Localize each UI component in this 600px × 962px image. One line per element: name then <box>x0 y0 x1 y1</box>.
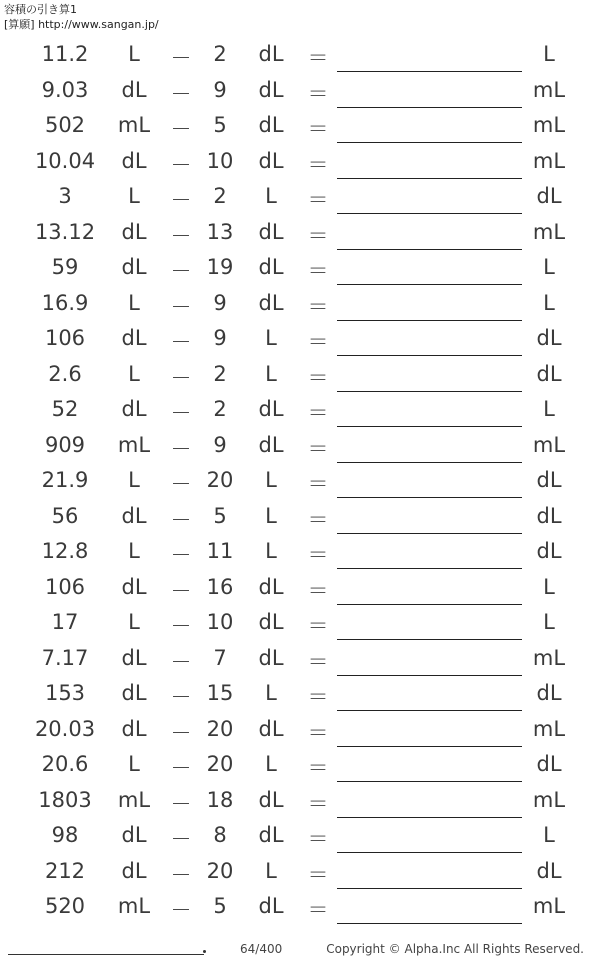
minuend-value: 52 <box>51 397 79 421</box>
minuend-unit: L <box>128 468 140 492</box>
problem-row <box>0 606 600 642</box>
subtrahend-value: 9 <box>213 77 227 102</box>
minus-sign: － <box>170 223 192 248</box>
minuend-value: 16.9 <box>41 290 89 315</box>
answer-blank[interactable] <box>337 888 522 889</box>
equals-sign: ＝ <box>307 720 329 745</box>
minuend-unit: dL <box>121 858 147 883</box>
subtrahend-value: 19 <box>206 255 234 279</box>
problem-row <box>0 393 600 429</box>
minuend-unit: dL <box>121 645 147 670</box>
minus-sign: － <box>170 827 192 851</box>
minuend-value: 20.6 <box>41 752 89 776</box>
problem-row <box>0 322 600 358</box>
subtrahend-unit: L <box>265 326 277 350</box>
subtrahend-unit: dL <box>258 219 284 244</box>
problem-row <box>0 145 600 181</box>
equals-sign: ＝ <box>307 117 329 141</box>
minuend-value: 153 <box>44 681 86 705</box>
minuend-value: 13.12 <box>34 219 96 244</box>
equals-sign: ＝ <box>307 436 329 461</box>
minuend-value: 20.03 <box>34 716 96 741</box>
page-number: 64/400 <box>240 942 283 956</box>
subtrahend-value: 9 <box>213 326 227 350</box>
answer-blank[interactable] <box>337 391 522 392</box>
minuend-value: 9.03 <box>41 77 89 102</box>
answer-blank[interactable] <box>337 355 522 356</box>
minuend-value: 56 <box>51 503 79 528</box>
answer-unit: L <box>543 574 555 599</box>
answer-unit: mL <box>532 77 566 102</box>
problem-row <box>0 571 600 607</box>
answer-unit: dL <box>536 858 562 883</box>
minuend-unit: dL <box>121 326 147 350</box>
subtrahend-value: 2 <box>213 397 227 421</box>
answer-unit: L <box>543 397 555 421</box>
equals-sign: ＝ <box>307 401 329 425</box>
answer-blank[interactable] <box>337 746 522 747</box>
answer-blank[interactable] <box>337 817 522 818</box>
minuend-value: 7.17 <box>41 645 89 670</box>
minuend-value: 59 <box>51 255 79 279</box>
answer-blank[interactable] <box>337 462 522 463</box>
subtrahend-unit: L <box>265 858 277 883</box>
answer-blank[interactable] <box>337 497 522 498</box>
minuend-value: 3 <box>58 184 72 208</box>
equals-sign: ＝ <box>307 46 329 70</box>
answer-blank[interactable] <box>337 107 522 108</box>
minuend-unit: dL <box>121 255 147 279</box>
subtrahend-value: 8 <box>213 823 227 847</box>
minus-sign: － <box>170 365 192 390</box>
problem-row <box>0 677 600 713</box>
answer-unit: dL <box>536 184 562 208</box>
minus-sign: － <box>170 685 192 709</box>
subtrahend-value: 10 <box>206 148 234 173</box>
minuend-unit: L <box>128 184 140 208</box>
subtrahend-unit: dL <box>258 290 284 315</box>
answer-unit: L <box>543 255 555 279</box>
minuend-value: 909 <box>44 432 86 457</box>
subtrahend-value: 11 <box>206 539 234 563</box>
minuend-value: 21.9 <box>41 468 89 492</box>
minus-sign: － <box>170 720 192 745</box>
problem-row <box>0 287 600 323</box>
equals-sign: ＝ <box>307 507 329 532</box>
minuend-unit: mL <box>117 894 151 918</box>
subtrahend-unit: dL <box>258 42 284 66</box>
answer-unit: dL <box>536 752 562 776</box>
answer-blank[interactable] <box>337 426 522 427</box>
minus-sign: － <box>170 543 192 567</box>
page-footer <box>0 938 600 962</box>
minus-sign: － <box>170 81 192 106</box>
equals-sign: ＝ <box>307 578 329 603</box>
minuend-value: 502 <box>44 113 86 137</box>
answer-unit: L <box>543 823 555 847</box>
answer-blank[interactable] <box>337 178 522 179</box>
problem-row <box>0 429 600 465</box>
answer-blank[interactable] <box>337 675 522 676</box>
answer-blank[interactable] <box>337 142 522 143</box>
subtrahend-unit: dL <box>258 610 284 634</box>
problem-row <box>0 642 600 678</box>
answer-unit: mL <box>532 787 566 812</box>
answer-unit: mL <box>532 645 566 670</box>
subtrahend-unit: dL <box>258 645 284 670</box>
subtrahend-value: 20 <box>206 858 234 883</box>
subtrahend-value: 2 <box>213 361 227 386</box>
problem-row <box>0 855 600 891</box>
minus-sign: － <box>170 401 192 425</box>
equals-sign: ＝ <box>307 614 329 638</box>
answer-blank[interactable] <box>337 568 522 569</box>
problem-row <box>0 890 600 926</box>
minuend-value: 106 <box>44 574 86 599</box>
minus-sign: － <box>170 117 192 141</box>
subtrahend-unit: L <box>265 681 277 705</box>
answer-blank[interactable] <box>337 71 522 72</box>
answer-unit: dL <box>536 468 562 492</box>
minuend-unit: L <box>128 290 140 315</box>
subtrahend-value: 5 <box>213 113 227 137</box>
subtrahend-unit: dL <box>258 823 284 847</box>
answer-blank[interactable] <box>337 781 522 782</box>
equals-sign: ＝ <box>307 472 329 496</box>
problem-row <box>0 109 600 145</box>
subtrahend-unit: dL <box>258 148 284 173</box>
minuend-unit: dL <box>121 574 147 599</box>
minuend-value: 98 <box>51 823 79 847</box>
subtrahend-unit: dL <box>258 397 284 421</box>
subtrahend-unit: dL <box>258 787 284 812</box>
subtrahend-unit: dL <box>258 113 284 137</box>
minuend-unit: dL <box>121 148 147 173</box>
equals-sign: ＝ <box>307 649 329 674</box>
equals-sign: ＝ <box>307 294 329 319</box>
minuend-value: 2.6 <box>48 361 82 386</box>
equals-sign: ＝ <box>307 862 329 887</box>
answer-unit: dL <box>536 681 562 705</box>
minuend-unit: dL <box>121 823 147 847</box>
minuend-value: 10.04 <box>34 148 96 173</box>
minus-sign: － <box>170 649 192 674</box>
answer-unit: mL <box>532 432 566 457</box>
answer-unit: dL <box>536 361 562 386</box>
minuend-unit: mL <box>117 787 151 812</box>
answer-unit: dL <box>536 539 562 563</box>
equals-sign: ＝ <box>307 827 329 851</box>
equals-sign: ＝ <box>307 898 329 922</box>
equals-sign: ＝ <box>307 223 329 248</box>
minuend-value: 520 <box>44 894 86 918</box>
subtrahend-unit: dL <box>258 894 284 918</box>
equals-sign: ＝ <box>307 791 329 816</box>
minuend-unit: dL <box>121 77 147 102</box>
subtrahend-value: 20 <box>206 716 234 741</box>
minuend-unit: dL <box>121 503 147 528</box>
minuend-value: 212 <box>44 858 86 883</box>
subtrahend-value: 5 <box>213 894 227 918</box>
subtrahend-unit: L <box>265 184 277 208</box>
problem-row <box>0 784 600 820</box>
subtrahend-unit: L <box>265 468 277 492</box>
equals-sign: ＝ <box>307 756 329 780</box>
answer-unit: L <box>543 42 555 66</box>
minuend-value: 1803 <box>38 787 92 812</box>
problem-list <box>0 38 600 926</box>
minus-sign: － <box>170 898 192 922</box>
minus-sign: － <box>170 330 192 354</box>
minus-sign: － <box>170 152 192 177</box>
minus-sign: － <box>170 294 192 319</box>
subtrahend-value: 2 <box>213 42 227 66</box>
minus-sign: － <box>170 188 192 212</box>
subtrahend-unit: dL <box>258 574 284 599</box>
answer-unit: mL <box>532 716 566 741</box>
minuend-value: 106 <box>44 326 86 350</box>
problem-row <box>0 535 600 571</box>
worksheet-source: [算願] http://www.sangan.jp/ <box>4 18 159 31</box>
equals-sign: ＝ <box>307 152 329 177</box>
equals-sign: ＝ <box>307 81 329 106</box>
answer-unit: L <box>543 610 555 634</box>
subtrahend-value: 18 <box>206 787 234 812</box>
subtrahend-value: 15 <box>206 681 234 705</box>
answer-unit: mL <box>532 148 566 173</box>
problem-row <box>0 464 600 500</box>
subtrahend-value: 5 <box>213 503 227 528</box>
subtrahend-unit: dL <box>258 716 284 741</box>
problem-row <box>0 251 600 287</box>
subtrahend-value: 9 <box>213 432 227 457</box>
subtrahend-value: 20 <box>206 752 234 776</box>
problem-row <box>0 38 600 74</box>
subtrahend-unit: dL <box>258 77 284 102</box>
worksheet-title: 容積の引き算1 <box>4 3 77 16</box>
minus-sign: － <box>170 791 192 816</box>
minus-sign: － <box>170 472 192 496</box>
minus-sign: － <box>170 436 192 461</box>
subtrahend-value: 16 <box>206 574 234 599</box>
answer-blank[interactable] <box>337 710 522 711</box>
equals-sign: ＝ <box>307 330 329 354</box>
answer-blank[interactable] <box>337 852 522 853</box>
minus-sign: － <box>170 614 192 638</box>
answer-unit: dL <box>536 503 562 528</box>
subtrahend-unit: L <box>265 539 277 563</box>
minuend-unit: L <box>128 610 140 634</box>
answer-blank[interactable] <box>337 249 522 250</box>
subtrahend-value: 10 <box>206 610 234 634</box>
footer-dot <box>203 950 206 953</box>
subtrahend-value: 9 <box>213 290 227 315</box>
subtrahend-value: 13 <box>206 219 234 244</box>
minus-sign: － <box>170 46 192 70</box>
problem-row <box>0 358 600 394</box>
minuend-unit: dL <box>121 716 147 741</box>
minuend-value: 11.2 <box>41 42 89 66</box>
minus-sign: － <box>170 862 192 887</box>
problem-row <box>0 180 600 216</box>
problem-row <box>0 74 600 110</box>
minus-sign: － <box>170 507 192 532</box>
answer-blank[interactable] <box>337 639 522 640</box>
subtrahend-unit: L <box>265 361 277 386</box>
subtrahend-unit: L <box>265 752 277 776</box>
minuend-unit: L <box>128 539 140 563</box>
minuend-unit: mL <box>117 113 151 137</box>
subtrahend-value: 20 <box>206 468 234 492</box>
minuend-value: 12.8 <box>41 539 89 563</box>
answer-unit: L <box>543 290 555 315</box>
equals-sign: ＝ <box>307 259 329 283</box>
equals-sign: ＝ <box>307 543 329 567</box>
minuend-unit: mL <box>117 432 151 457</box>
subtrahend-value: 7 <box>213 645 227 670</box>
answer-blank[interactable] <box>337 923 522 924</box>
answer-blank[interactable] <box>337 320 522 321</box>
subtrahend-unit: dL <box>258 432 284 457</box>
subtrahend-value: 2 <box>213 184 227 208</box>
minuend-unit: L <box>128 361 140 386</box>
minuend-unit: L <box>128 42 140 66</box>
minuend-unit: dL <box>121 219 147 244</box>
copyright: Copyright © Alpha.Inc All Rights Reserved. <box>326 942 584 956</box>
problem-row <box>0 748 600 784</box>
answer-unit: mL <box>532 113 566 137</box>
problem-row <box>0 500 600 536</box>
answer-unit: mL <box>532 219 566 244</box>
minus-sign: － <box>170 756 192 780</box>
subtrahend-unit: dL <box>258 255 284 279</box>
minuend-unit: dL <box>121 397 147 421</box>
name-line <box>8 954 204 955</box>
answer-blank[interactable] <box>337 213 522 214</box>
minus-sign: － <box>170 259 192 283</box>
equals-sign: ＝ <box>307 365 329 390</box>
minuend-unit: L <box>128 752 140 776</box>
answer-unit: dL <box>536 326 562 350</box>
equals-sign: ＝ <box>307 685 329 709</box>
problem-row <box>0 216 600 252</box>
problem-row <box>0 713 600 749</box>
subtrahend-unit: L <box>265 503 277 528</box>
minuend-unit: dL <box>121 681 147 705</box>
answer-blank[interactable] <box>337 284 522 285</box>
minus-sign: － <box>170 578 192 603</box>
answer-blank[interactable] <box>337 533 522 534</box>
answer-unit: mL <box>532 894 566 918</box>
problem-row <box>0 819 600 855</box>
answer-blank[interactable] <box>337 604 522 605</box>
minuend-value: 17 <box>51 610 79 634</box>
equals-sign: ＝ <box>307 188 329 212</box>
worksheet-header <box>4 2 159 32</box>
